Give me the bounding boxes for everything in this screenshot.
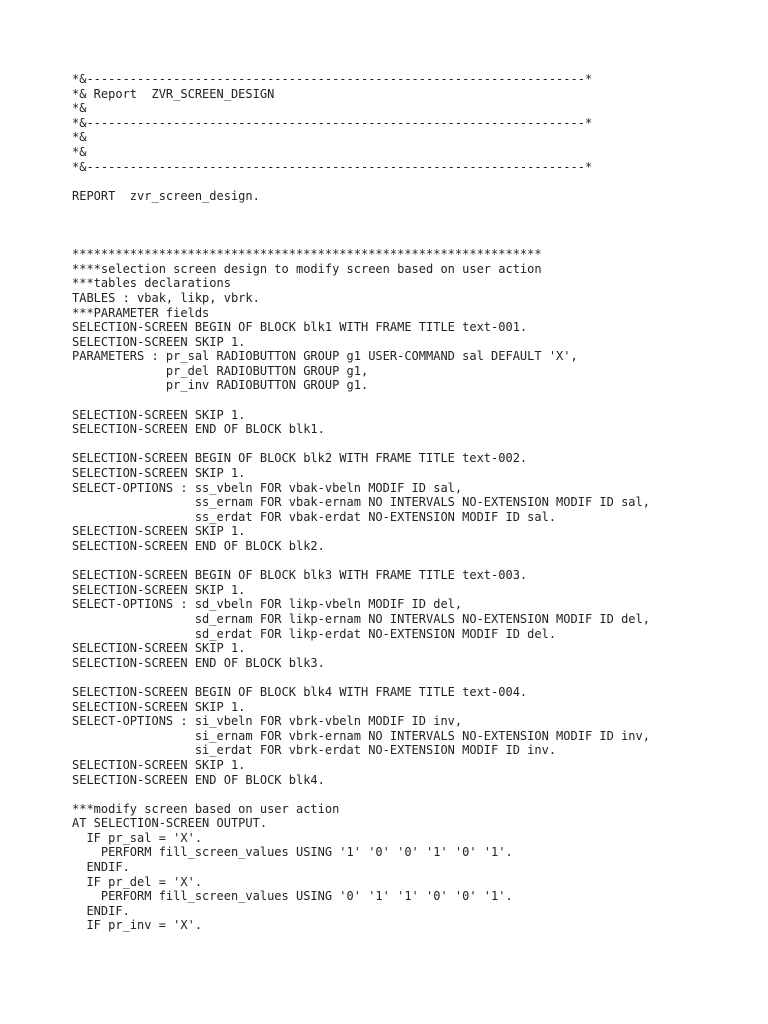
code-line: *& [72, 144, 87, 159]
code-line: sd_ernam FOR likp-ernam NO INTERVALS NO-EXTENSION MODIF ID del, [72, 611, 650, 626]
code-line: IF pr_sal = 'X'. [72, 830, 203, 845]
code-line: *&---------------------------------------------------------------------* [72, 115, 593, 130]
code-line: SELECTION-SCREEN BEGIN OF BLOCK blk1 WITH FRAME TITLE text-001. [72, 320, 528, 335]
code-line [72, 233, 650, 248]
code-line: SELECT-OPTIONS : sd_vbeln FOR likp-vbeln MODIF ID del, [72, 597, 463, 612]
code-line: *& [72, 130, 87, 145]
code-line: PERFORM fill_screen_values USING '1' '0' '0' '1' '0' '1'. [72, 845, 513, 860]
code-line: SELECTION-SCREEN SKIP 1. [72, 524, 246, 539]
code-line: PARAMETERS : pr_sal RADIOBUTTON GROUP g1 USER-COMMAND sal DEFAULT 'X', [72, 349, 578, 364]
code-line: ***tables declarations [72, 276, 231, 291]
code-line: SELECTION-SCREEN BEGIN OF BLOCK blk4 WITH FRAME TITLE text-004. [72, 684, 528, 699]
code-line: SELECTION-SCREEN SKIP 1. [72, 334, 246, 349]
code-line: ***modify screen based on user action [72, 801, 340, 816]
code-line: SELECTION-SCREEN END OF BLOCK blk3. [72, 655, 325, 670]
code-line: SELECTION-SCREEN SKIP 1. [72, 757, 246, 772]
code-line: SELECTION-SCREEN BEGIN OF BLOCK blk3 WITH FRAME TITLE text-003. [72, 568, 528, 583]
code-line: SELECTION-SCREEN SKIP 1. [72, 407, 246, 422]
code-line: ss_ernam FOR vbak-ernam NO INTERVALS NO-EXTENSION MODIF ID sal, [72, 495, 650, 510]
code-line: SELECT-OPTIONS : si_vbeln FOR vbrk-vbeln MODIF ID inv, [72, 714, 463, 729]
code-line [72, 174, 650, 189]
code-line: *&---------------------------------------------------------------------* [72, 72, 593, 86]
code-line: ENDIF. [72, 903, 130, 918]
code-line: SELECTION-SCREEN BEGIN OF BLOCK blk2 WITH FRAME TITLE text-002. [72, 451, 528, 466]
code-line [72, 437, 650, 452]
code-line: SELECTION-SCREEN SKIP 1. [72, 466, 246, 481]
code-line [72, 787, 650, 802]
code-line: SELECTION-SCREEN SKIP 1. [72, 641, 246, 656]
code-line: pr_inv RADIOBUTTON GROUP g1. [72, 378, 369, 393]
code-line: *& [72, 101, 87, 116]
code-line: AT SELECTION-SCREEN OUTPUT. [72, 816, 268, 831]
code-line: ***PARAMETER fields [72, 305, 210, 320]
code-line: IF pr_del = 'X'. [72, 874, 203, 889]
code-line: SELECTION-SCREEN END OF BLOCK blk1. [72, 422, 325, 437]
code-line: ***************************************************************** [72, 247, 542, 262]
code-line: si_erdat FOR vbrk-erdat NO-EXTENSION MODIF ID inv. [72, 743, 557, 758]
code-line: REPORT zvr_screen_design. [72, 188, 260, 203]
code-line [72, 670, 650, 685]
code-line: pr_del RADIOBUTTON GROUP g1, [72, 363, 369, 378]
code-line [72, 554, 650, 569]
code-line: SELECTION-SCREEN SKIP 1. [72, 582, 246, 597]
code-line: SELECT-OPTIONS : ss_vbeln FOR vbak-vbeln MODIF ID sal, [72, 480, 463, 495]
code-line [72, 203, 650, 218]
code-line: sd_erdat FOR likp-erdat NO-EXTENSION MODIF ID del. [72, 626, 557, 641]
code-line: ****selection screen design to modify screen based on user action [72, 261, 542, 276]
code-line: *&---------------------------------------------------------------------* [72, 159, 593, 174]
code-line: si_ernam FOR vbrk-ernam NO INTERVALS NO-EXTENSION MODIF ID inv, [72, 728, 650, 743]
code-line: ENDIF. [72, 860, 130, 875]
code-line: SELECTION-SCREEN SKIP 1. [72, 699, 246, 714]
code-line [72, 218, 650, 233]
code-line: *& Report ZVR_SCREEN_DESIGN [72, 86, 275, 101]
abap-source-code [72, 72, 650, 933]
code-line [72, 393, 650, 408]
code-line: TABLES : vbak, likp, vbrk. [72, 290, 260, 305]
code-line: PERFORM fill_screen_values USING '0' '1' '1' '0' '0' '1'. [72, 889, 513, 904]
code-line: ss_erdat FOR vbak-erdat NO-EXTENSION MODIF ID sal. [72, 509, 557, 524]
code-line: SELECTION-SCREEN END OF BLOCK blk2. [72, 539, 325, 553]
code-line: SELECTION-SCREEN END OF BLOCK blk4. [72, 772, 325, 787]
code-line: IF pr_inv = 'X'. [72, 918, 203, 933]
